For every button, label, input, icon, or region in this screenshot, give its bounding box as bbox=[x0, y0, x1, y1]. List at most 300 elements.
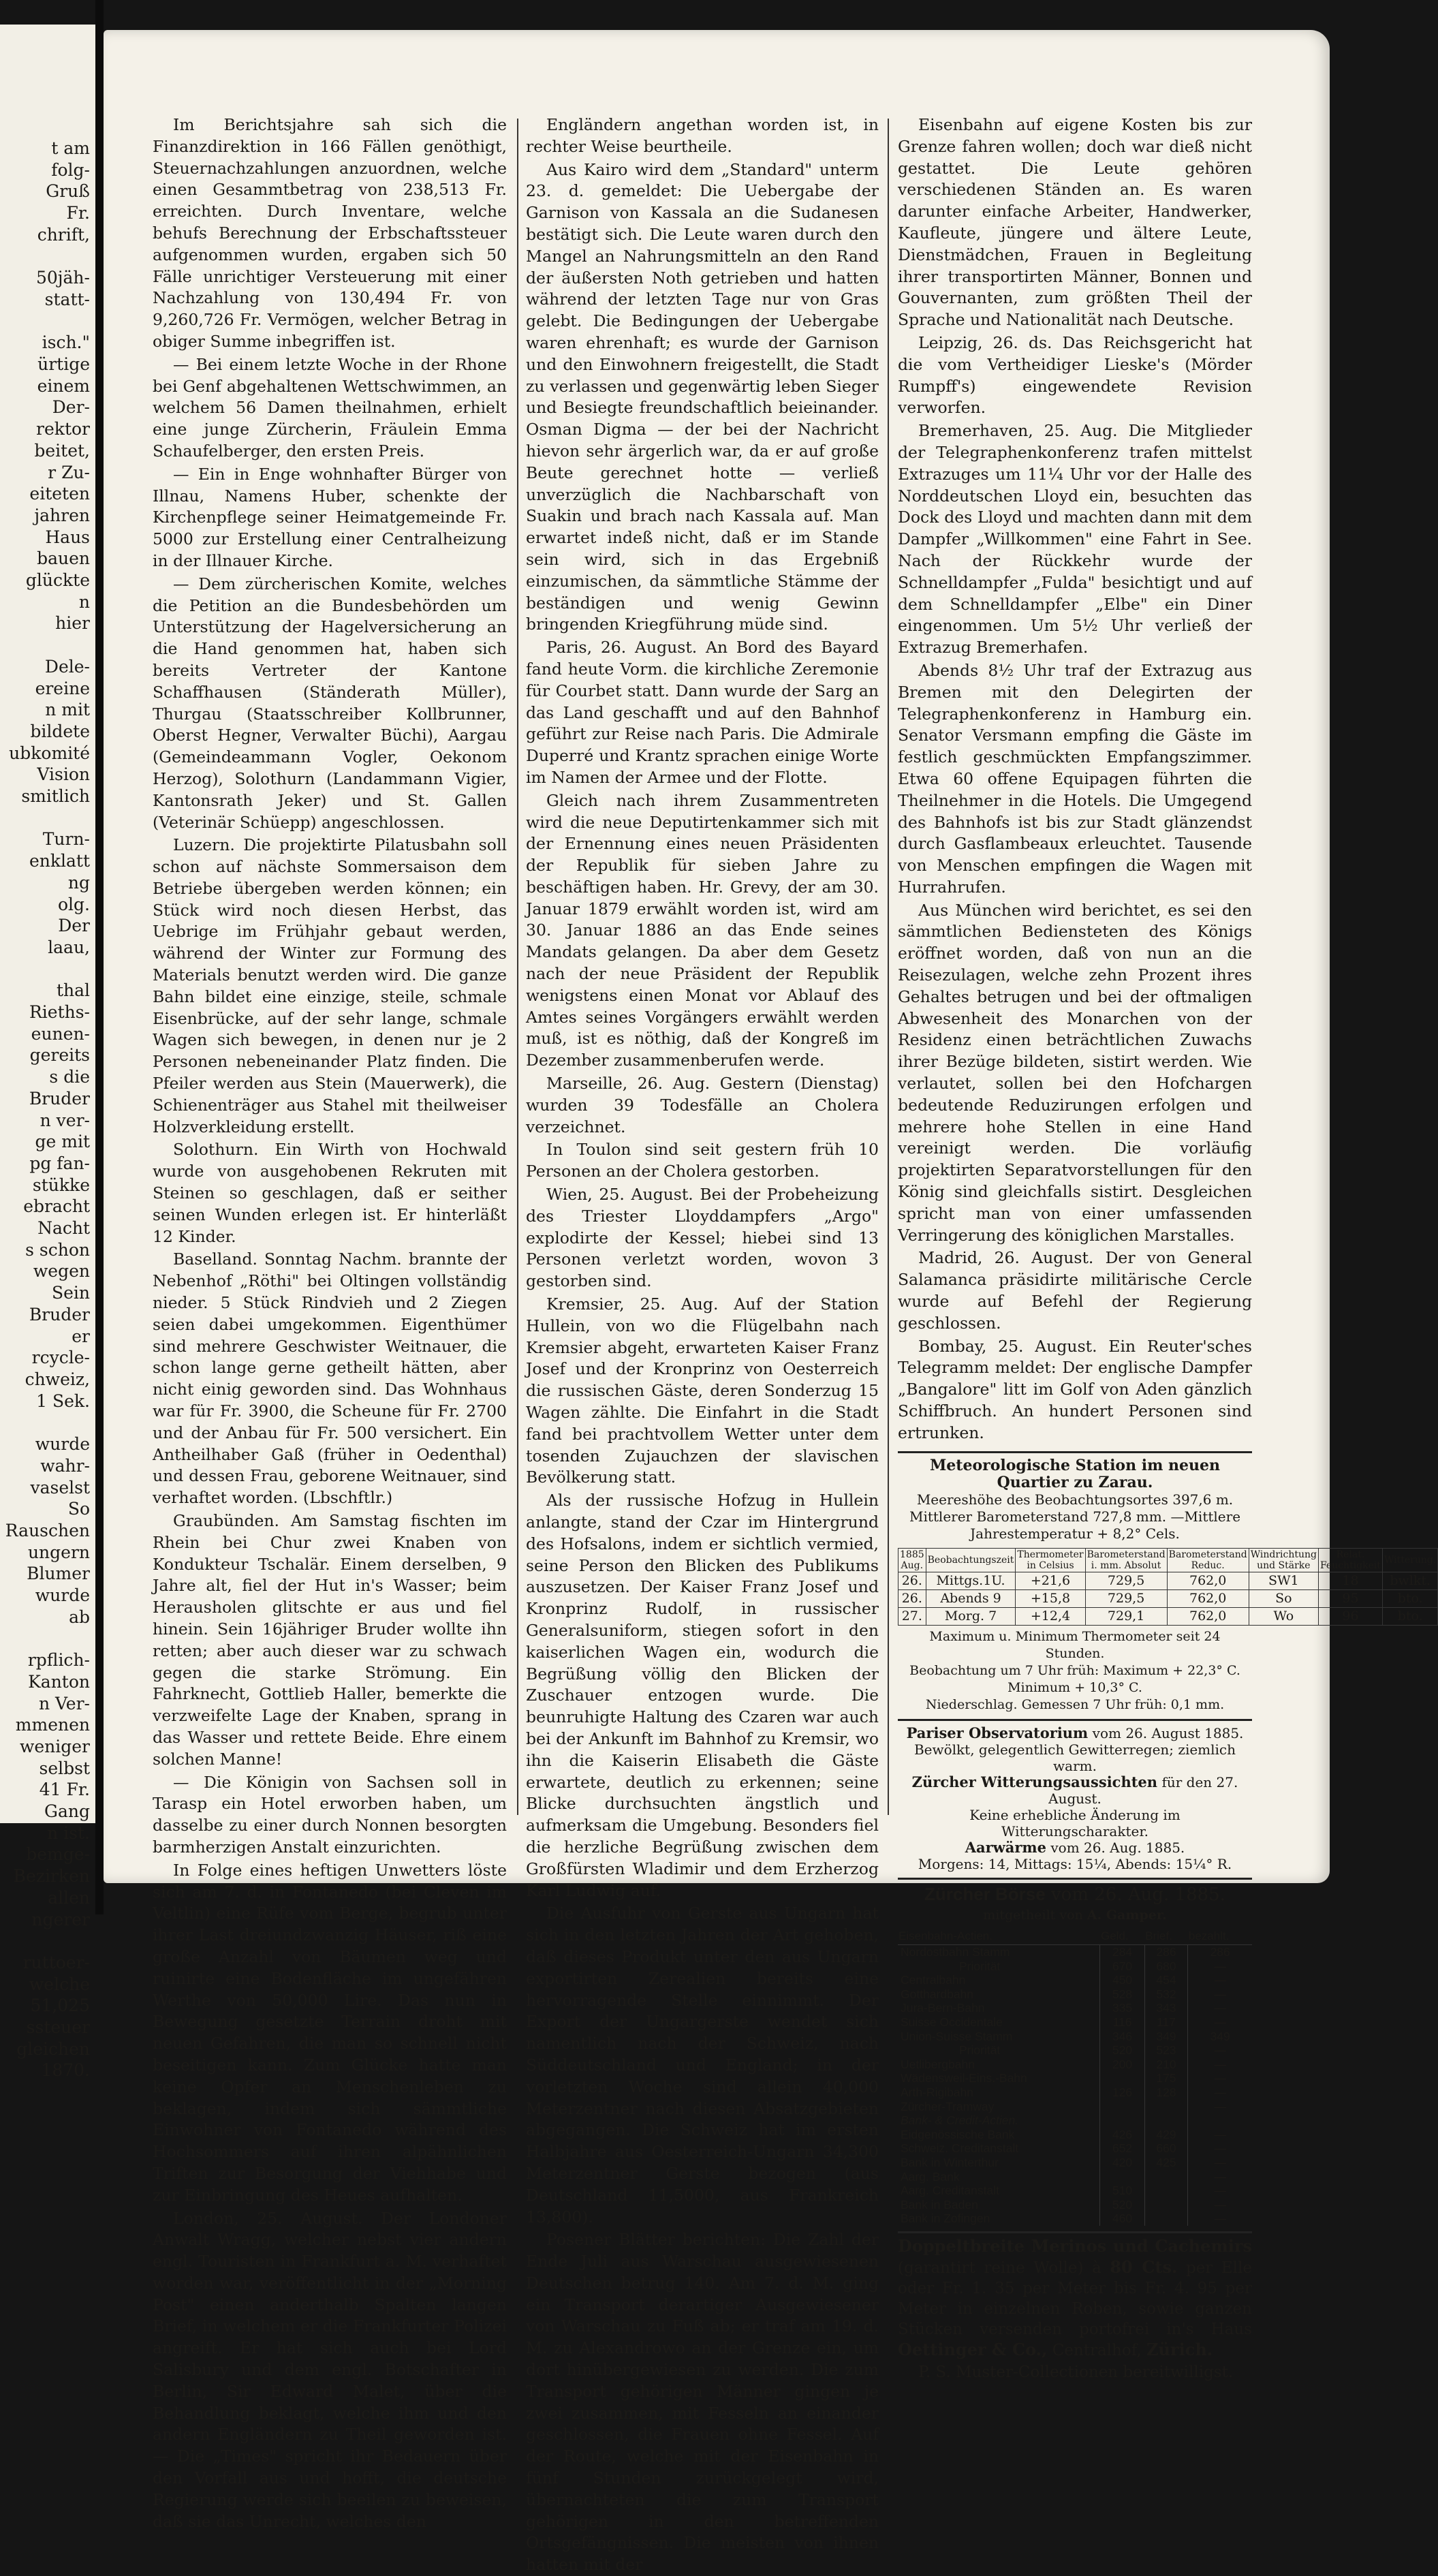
article-paragraph: — Ein in Enge wohnhafter Bürger von Illnau, Namens Huber, schenkte der Kirchenpflege seiner Heimatgemeinde Fr. 5000 zur Erstellung einer Centralheizung in der Illnauer Kirche. bbox=[153, 464, 507, 570]
previous-page-line: gereits bbox=[29, 1045, 90, 1066]
ad-headline: Doppeltbreite Merinos und Cachemirs bbox=[898, 2235, 1252, 2256]
zurich-forecast-text: Keine erhebliche Änderung im Witterungscharakter. bbox=[969, 1806, 1181, 1840]
stock-name: Bank in Zofingen bbox=[901, 2212, 990, 2226]
previous-page-line: rektor bbox=[36, 419, 90, 439]
previous-page-line: wegen bbox=[33, 1261, 90, 1282]
ad-text-2: per Elle oder Fr. 1. 35 per Meter bis Fr. 4. 95 per Meter in einzelnen Roben, sowie ganzen Stücken versenden portofrei in's Haus bbox=[898, 2259, 1252, 2338]
article-paragraph: In Folge eines heftigen Unwetters löste sich am 7. d. in Fontanedo (bei Cleven im Veltlin) eine Rüfe vom Berge, begrub unter ihrer Last dreiundzwanzig Häuser, riß eine große Anzahl von Bäumen weg und ruinirte eine Bodenfläche im ungefähren Werthe von 50,000 Lire. Das nun in Bewegung gesetzte Terrain droht mit neuen Gefahren, die man so schnell nicht beseitigen kann. Zum Glücke hatte man keine Opfer an Menschenleben zu beklagen, indem sich sämmtliche Einwohner von Fontanedo während des Hochsommers auf ihren alpähnlichen Triften zur Besorgung der Viehhabe und zur Einbringung des Heues aufhalten. bbox=[153, 1860, 507, 2205]
observatory-forecasts bbox=[898, 1719, 1252, 1872]
stock-row bbox=[898, 2001, 1252, 2015]
weather-column-header: Thermometer in Celsius bbox=[1016, 1548, 1085, 1572]
stock-name: Aarg. Bank bbox=[901, 2169, 960, 2184]
weather-column-header: Barometerstand Reduc. bbox=[1167, 1548, 1249, 1572]
stock-name: Priorität bbox=[959, 1959, 1001, 1973]
weather-cell: 729,5 bbox=[1085, 1589, 1167, 1607]
previous-page-line: 1 Sek. bbox=[36, 1391, 90, 1411]
stock-row bbox=[898, 1945, 1252, 1959]
stock-value: 520 bbox=[1100, 2043, 1144, 2058]
previous-page-line: 1870. bbox=[41, 2060, 90, 2081]
stock-value: 652 bbox=[1100, 2141, 1144, 2156]
previous-page-line: vaselst bbox=[30, 1477, 90, 1498]
previous-page-line: er bbox=[72, 1326, 90, 1346]
previous-page-line bbox=[0, 1930, 90, 1952]
article-paragraph: Baselland. Sonntag Nachm. brannte der Nebenhof „Röthi" bei Oltingen vollständig nieder. 5 Stück Rindvieh und 2 Ziegen seien dabei umgekommen. Eigenthümer sind mehrere Geschwister Weitnauer, die schon lange gerne getheilt hätten, aber nicht einig geworden sind. Das Wohnhaus war für Fr. 3900, die Scheune für Fr. 2700 und der Anbau für Fr. 500 versichert. Ein Antheilhaber Gaß (früher in Oedenthal) und dessen Frau, geborene Weitnauer, sind verhaftet worden. (Lbschftlr.) bbox=[153, 1250, 507, 1508]
weather-cell: 26. bbox=[898, 1589, 926, 1607]
previous-page-line: bemge- bbox=[26, 1844, 90, 1865]
article-paragraph: — Dem zürcherischen Komite, welches die Petition an die Bundesbehörden um Unterstützung der Hagelversicherung an die Hand genommen hat, haben sich bereits Vertreter der Kantone Schaffhausen (Ständerath Müller), Thurgau (Staatsschreiber Kollbrunner, Oberst Hegner, Verwalter Büchi), Aargau (Gemeindeammann Vogler, Oekonom Herzog), Solothurn (Landammann Vigier, Kantonsrath Jeker) und St. Gallen (Veterinär Schüepp) angeschlossen. bbox=[153, 574, 507, 832]
weather-cell: +15,8 bbox=[1016, 1589, 1085, 1607]
ad-price: 80 Cts. bbox=[1110, 2256, 1178, 2277]
previous-page-line: bauen bbox=[37, 548, 90, 569]
ad-firm: Oettinger & Co., bbox=[898, 2339, 1048, 2359]
ad-postscript: P. S. Muster-Collectionen bereitwilligst. bbox=[918, 2363, 1234, 2381]
stock-value: 286 bbox=[1144, 1945, 1188, 1959]
stock-name: Bank in Baden bbox=[901, 2197, 978, 2212]
previous-page-line: beitet, bbox=[34, 440, 90, 461]
newspaper-page bbox=[104, 30, 1437, 2575]
previous-page-line: hier bbox=[55, 613, 90, 634]
previous-page-line: welche bbox=[29, 1974, 90, 1994]
article-paragraph: Engländern angethan worden ist, in rechter Weise beurtheile. bbox=[526, 115, 879, 156]
article-paragraph: Bremerhaven, 25. Aug. Die Mitglieder der Telegraphenkonferenz trafen mittelst Extrazuges um 11¼ Uhr vor der Halle des Norddeutschen Lloyd ein, besuchten das Dock des Lloyd und machten dann mit dem Dampfer „Willkommen" eine Fahrt in See. Nach der Rückkehr wurde der Schnelldampfer „Fulda" besichtigt und auf dem Schnelldampfer „Elbe" ein Diner eingenommen. Um 5½ Uhr verließ der Extrazug Bremerhafen. bbox=[898, 421, 1252, 657]
previous-page-line: 41 Fr. bbox=[39, 1780, 90, 1800]
stock-value: 128 bbox=[1144, 2085, 1188, 2100]
previous-page-line: ürtige bbox=[37, 354, 90, 374]
stock-value: 670 bbox=[1100, 1959, 1144, 1974]
paris-observatory-title: Pariser Observatorium bbox=[906, 1724, 1089, 1741]
previous-page-line: t am bbox=[51, 138, 90, 158]
previous-page-line: rcycle- bbox=[31, 1348, 90, 1368]
stock-row bbox=[898, 2141, 1252, 2156]
stock-value: — bbox=[1188, 2071, 1252, 2085]
previous-page-line: ab bbox=[69, 1607, 90, 1627]
weather-note-1: Maximum u. Minimum Thermometer seit 24 Stunden. bbox=[929, 1628, 1221, 1661]
stock-name: Gotthardbahn bbox=[901, 1987, 974, 2001]
stock-value bbox=[1144, 2100, 1188, 2114]
weather-cell: Mittgs.1U. bbox=[926, 1572, 1016, 1589]
stock-empty-cell bbox=[1144, 2113, 1188, 2128]
stock-row bbox=[898, 1987, 1252, 2002]
article-paragraph: Paris, 26. August. An Bord des Bayard fand heute Vorm. die kirchliche Zeremonie für Courbet statt. Dann wurde der Sarg an das Land geschafft und auf den Bahnhof geführt zur Reise nach Paris. Die Admirale Duperré und Krantz sprachen einige Worte im Namen der Armee und der Flotte. bbox=[526, 638, 879, 787]
stock-row bbox=[898, 2100, 1252, 2114]
previous-page-line: Dele- bbox=[44, 656, 90, 677]
previous-page-line: Blumer bbox=[27, 1564, 90, 1584]
weather-cell: 26. bbox=[898, 1572, 926, 1589]
zurich-forecast-date: für den 27. August. bbox=[1048, 1773, 1238, 1807]
weather-note-3: Minimum + 10,3° C. bbox=[1007, 1679, 1142, 1695]
stock-value: 420 bbox=[1100, 2156, 1144, 2170]
stock-byline-prefix: mitgetheilt von bbox=[983, 1907, 1083, 1923]
aare-temperature-title: Aarwärme bbox=[965, 1838, 1046, 1856]
previous-page-line: stükke bbox=[32, 1175, 90, 1195]
previous-page-line: n ver- bbox=[40, 1110, 90, 1130]
previous-page-line bbox=[0, 807, 90, 829]
weather-cell: 729,1 bbox=[1085, 1607, 1167, 1625]
weather-cell: Morg. 7 bbox=[926, 1607, 1016, 1625]
stock-column-header: Brief. bbox=[1144, 1929, 1188, 1944]
stock-value: — bbox=[1188, 2085, 1252, 2100]
previous-page-line: ebracht bbox=[23, 1196, 90, 1217]
weather-note-2: Beobachtung um 7 Uhr früh: Maximum + 22,3° C. bbox=[909, 1662, 1240, 1678]
stock-byline-name: A. Gamper. bbox=[1087, 1907, 1167, 1923]
stock-row bbox=[898, 2184, 1252, 2198]
weather-cell: 18 bbox=[1318, 1572, 1382, 1589]
previous-page-line: weniger bbox=[19, 1736, 90, 1756]
weather-cell: +12,4 bbox=[1016, 1607, 1085, 1625]
stock-value: 175 bbox=[1144, 2071, 1188, 2085]
stock-value bbox=[1144, 2198, 1188, 2212]
article-paragraph: Madrid, 26. August. Der von General Salamanca präsidirte militärische Cercle wurde auf Befehl der Regierung geschlossen. bbox=[898, 1248, 1252, 1333]
previous-page-line: Turn- bbox=[42, 829, 90, 850]
previous-page-edge bbox=[0, 25, 95, 2081]
previous-page-line: gleichen bbox=[16, 2038, 90, 2059]
stock-column-header: Geld. bbox=[1100, 1929, 1144, 1944]
weather-cell: 96 bbox=[1318, 1607, 1382, 1625]
stock-value: 349 bbox=[1144, 2030, 1188, 2044]
stock-value: — bbox=[1188, 2043, 1252, 2058]
previous-page-line: statt- bbox=[44, 289, 90, 309]
previous-page-line: r Zu- bbox=[48, 462, 90, 482]
previous-page-line: ubkomité bbox=[9, 743, 90, 763]
stock-value bbox=[1100, 2071, 1144, 2085]
previous-page-line: glückte bbox=[25, 570, 90, 591]
previous-page-line: enklatt bbox=[29, 851, 90, 871]
previous-page-line: isch." bbox=[42, 332, 90, 353]
column-2 bbox=[526, 114, 879, 2576]
previous-page-line: n ist. bbox=[47, 1822, 90, 1843]
stock-row bbox=[898, 2198, 1252, 2212]
previous-page-line: Nacht bbox=[37, 1218, 90, 1239]
previous-page-line: olg. bbox=[58, 894, 90, 914]
article-paragraph: Als der russische Hofzug in Hullein anlangte, stand der Czar im Hintergrund des Hofsalons, indem er sichtlich vermied, seine Person den Blicken des Publikums auszusetzen. Der Kaiser Franz Josef und Kronprinz Rudolf, in russischer Generalsuniform, stiegen sofort in den kaiserlichen Wagen ein, wodurch die Begrüßung völlig den Blicken der Zuschauer entzogen wurde. Die beunruhigte Haltung des Czaren war auch bei der Ankunft im Bahnhof zu Kremsir, wo ihn die Kaiserin Elisabeth die Gäste erwartete, deutlich zu erkennen; seine Blicke durchsuchten ängstlich und aufmerksam die Umgebung. Besonders fiel die herzliche Begrüßung zwischen dem Großfürsten Wladimir und dem Erzherzog Karl Ludwig auf. bbox=[526, 1491, 879, 1900]
previous-page-line: laau, bbox=[48, 937, 90, 957]
stock-value: 210 bbox=[1144, 2058, 1188, 2072]
stock-name: Priorität bbox=[959, 2043, 1001, 2058]
article-paragraph: — Die Königin von Sachsen soll in Tarasp ein Hotel erworben haben, um dasselbe zu einer durch Nonnen besorgten barmherzigen Anstalt einzurichten. bbox=[153, 1772, 507, 1857]
column-rule-2 bbox=[888, 119, 889, 1815]
stock-value bbox=[1100, 2100, 1144, 2114]
previous-page-line: Sein bbox=[51, 1283, 90, 1303]
stock-value bbox=[1144, 2184, 1188, 2198]
previous-page-line: Rieths- bbox=[29, 1002, 90, 1023]
stock-value bbox=[1144, 2170, 1188, 2184]
weather-mean-temp: Jahrestemperatur + 8,2° Cels. bbox=[970, 1525, 1180, 1542]
aare-temperature-text: Morgens: 14, Mittags: 15¼, Abends: 15¼° R. bbox=[918, 1855, 1232, 1872]
previous-page-line: rpflich- bbox=[27, 1650, 90, 1671]
weather-column-header: 1885 Aug. bbox=[898, 1548, 926, 1572]
article-paragraph: Wien, 25. August. Bei der Probeheizung des Triester Lloyddampfers „Argo" explodirte der Kessel; hiebei sind 13 Personen verletzt worden, wovon 3 gestorben sind. bbox=[526, 1185, 879, 1291]
stock-value: — bbox=[1188, 1973, 1252, 1987]
article-paragraph: Die Ausfuhr von Gerste aus Ungarn hat sich in den letzten Jahren der Art gehoben, daß dieses Produkt unter den aus Ungarn exportirten Zerealien bereits eine hervorragende Stelle einnimmt. Der Export der Ungargerste wendet sich namentlich nach der Schweiz, nach Süddeutschland und England; in der vorletzten Woche sind allein 40,000 Meterzentner nach diesen Absatzgebieten abgegangen. Die Schweiz hat im ersten Halbjahre aus Oesterreich-Ungarn 34,300 Meterzentner Gerste bezogen (aus Deutschland 11,5000, aus Frankreich 13,800). bbox=[526, 1904, 879, 2226]
weather-cell: Abends 9 bbox=[926, 1589, 1016, 1607]
stock-value: — bbox=[1188, 2128, 1252, 2142]
article-paragraph: Solothurn. Ein Wirth von Hochwald wurde von ausgehobenen Rekruten mit Steinen so geschlagen, daß er seither seinen Wunden erlegen ist. Er hinterläßt 12 Kinder. bbox=[153, 1140, 507, 1246]
previous-page-line: wurde bbox=[35, 1434, 90, 1455]
stock-name: Zürcher-Tramway bbox=[901, 2099, 995, 2113]
previous-page-line: 50jäh- bbox=[35, 268, 90, 288]
previous-page-line: bildete bbox=[30, 721, 90, 741]
weather-column-header: Barometerstand i. mm. Absolut bbox=[1085, 1548, 1167, 1572]
stock-value: 660 bbox=[1144, 2141, 1188, 2156]
article-paragraph: Posener Blätter berichten: Die Zahl der Ende Juli aus Warschau ausgewiesenen Deutschen betrug 140. Am 7. d. M. ging ein Transport derartiger Ausgewiesener von Warschau zu Fuß ab; er traf am 19. d. M. zu Alexandrowo an der Grenze ein, um dort hinübergewiesen zu werden. Die zum Transport gehörigen Männer gingen je zwei zusammen, mit Fesseln an einander geschlossen, die Frauen ohne Fessel. Auf der Route, welche mit der Eisenbahn in fünf Stunden zurückgelegt wird, übernachteten die zum Transport gehörigen in den betreffenden Ortsgefängnissen. Die meisten von ihnen hatten mit der bbox=[526, 2230, 879, 2575]
stock-value: 510 bbox=[1100, 2184, 1144, 2198]
stock-row bbox=[898, 2071, 1252, 2085]
column-rule-1 bbox=[517, 119, 518, 1815]
paris-observatory-date: vom 26. August 1885. bbox=[1092, 1724, 1244, 1741]
stock-value: — bbox=[1188, 2015, 1252, 2030]
ad-city: Zürich. bbox=[1146, 2339, 1213, 2359]
weather-cell: bto. bbox=[1383, 1607, 1438, 1625]
stock-value: 450 bbox=[1100, 1973, 1144, 1987]
article-paragraph: Gleich nach ihrem Zusammentreten wird die neue Deputirtenkammer sich mit der Ernennung eines neuen Präsidenten der Republik für sieben Jahre zu beschäftigen haben. Hr. Grevy, der am 30. Januar 1879 erwählt worden ist, wird am 30. Januar 1886 an das Ende seines Mandats gelangen. Da aber dem Gesetz nach der neue Präsident der Republik wenigstens einen Monat vor Ablauf des Amtes seines Vorgängers erwählt werden muß, ist es nöthig, daß der Kongreß im Dezember zusammenberufen werde. bbox=[526, 790, 879, 1070]
stock-value: — bbox=[1188, 2001, 1252, 2015]
stock-value: 532 bbox=[1144, 1987, 1188, 2002]
weather-column-header: Beobachtungszeit bbox=[926, 1548, 1016, 1572]
stock-name: Eidgenössische Bank bbox=[901, 2127, 1015, 2141]
previous-page-line: n Ver- bbox=[39, 1693, 90, 1713]
stock-value: — bbox=[1188, 2212, 1252, 2226]
previous-page-line: Haus bbox=[45, 527, 90, 547]
stock-value bbox=[1144, 2212, 1188, 2226]
stock-row bbox=[898, 2085, 1252, 2100]
previous-page-line: Fr. bbox=[66, 203, 90, 223]
stock-value: — bbox=[1188, 2141, 1252, 2156]
weather-row bbox=[898, 1589, 1438, 1607]
previous-page-line: einem bbox=[37, 375, 90, 396]
stock-value: 286 bbox=[1188, 1945, 1252, 1959]
article-paragraph: In Toulon sind seit gestern früh 10 Personen an der Cholera gestorben. bbox=[526, 1140, 879, 1181]
weather-altitude: Meereshöhe des Beobachtungsortes 397,6 m. bbox=[916, 1491, 1234, 1508]
previous-page-line: thal bbox=[56, 980, 90, 1001]
column-3 bbox=[898, 114, 1437, 2383]
stock-value: — bbox=[1188, 2198, 1252, 2212]
stock-group-label: Bank- & Credit-Actien. bbox=[901, 2113, 1019, 2128]
previous-page-line: ngerer bbox=[31, 1909, 90, 1929]
stock-column-header: Eisenbahn-Actien. bbox=[898, 1929, 1100, 1944]
previous-page-line: Der- bbox=[52, 397, 90, 418]
stock-row bbox=[898, 2128, 1252, 2142]
stock-value: — bbox=[1188, 2156, 1252, 2170]
previous-page-line: eunen- bbox=[31, 1023, 90, 1044]
previous-page-line: So bbox=[67, 1499, 90, 1519]
article-paragraph: Kremsier, 25. Aug. Auf der Station Hullein, von wo die Flügelbahn nach Kremsier abgeht, erwarteten Kaiser Franz Josef und der Kronprinz von Oesterreich die russischen Gäste, deren Sonderzug 15 Wagen zählte. Die Einfahrt in die Stadt fand bei prachtvollem Wetter unter dem tosenden Zujauchzen der slavischen Bevölkerung statt. bbox=[526, 1294, 879, 1487]
previous-page-line: pg fan- bbox=[29, 1153, 90, 1173]
weather-mean-pressure: Mittlerer Barometerstand 727,8 mm. —Mittlere bbox=[909, 1508, 1241, 1525]
previous-page-line: folg- bbox=[51, 159, 90, 180]
stock-value: 343 bbox=[1144, 2001, 1188, 2015]
article-paragraph: Graubünden. Am Samstag fischten im Rhein bei Chur zwei Knaben von Kondukteur Tschalär. Einem derselben, 9 Jahre alt, fiel der Hut in's Wasser; beim Herausholen glitschte er aus und fiel hinein. Sein 16jähriger Bruder wollte ihn retten; aber auch dieser war zu schwach gegen die starke Strömung. Ein Fahrknecht, Gottlieb Haller, bemerkte die verzweifelte Lage der Knaben, sprang in das Wasser und rettete Beide. Ehre einem solchen Manne! bbox=[153, 1511, 507, 1769]
stock-name: Suisse Occidentale bbox=[901, 2015, 1003, 2029]
previous-page-line: chrift, bbox=[37, 224, 90, 245]
article-paragraph: — Bei einem letzte Woche in der Rhone bei Genf abgehaltenen Wettschwimmen, an welchem 56 Damen theilnahmen, erhielt eine junge Zürcherin, Fräulein Emma Schaufelberger, den ersten Preis. bbox=[153, 354, 507, 461]
paris-observatory-text: Bewölkt, gelegentlich Gewitterregen; ziemlich warm. bbox=[913, 1741, 1236, 1774]
stock-name: Bank in Winterthur bbox=[901, 2155, 999, 2169]
ad-text-1: (garantirt reine Wolle) à bbox=[898, 2259, 1110, 2277]
merinos-advertisement bbox=[898, 2231, 1252, 2383]
previous-page-line: allen bbox=[48, 1887, 90, 1908]
weather-column-header: Witterung. bbox=[1383, 1548, 1438, 1572]
stock-row bbox=[898, 2212, 1252, 2226]
article-paragraph: Bombay, 25. August. Ein Reuter'sches Telegramm meldet: Der englische Dampfer „Bangalore" litt im Golf von Aden gänzlich Schiffbruch. An hundert Personen sind ertrunken. bbox=[898, 1336, 1252, 1442]
ad-text-3: Centralhof, bbox=[1047, 2341, 1147, 2359]
previous-page-line: n mit bbox=[45, 700, 90, 720]
stock-name: Union-Suisse Stamm bbox=[901, 2029, 1013, 2043]
previous-page-line bbox=[0, 1628, 90, 1649]
previous-page-line: ssteuer bbox=[26, 2017, 90, 2038]
weather-cell: 762,0 bbox=[1167, 1589, 1249, 1607]
previous-page-line: jahren bbox=[34, 505, 90, 525]
previous-page-line: Gruß bbox=[46, 181, 90, 202]
stock-value: 116 bbox=[1100, 2015, 1144, 2030]
previous-page-line bbox=[0, 634, 90, 656]
stock-value: 284 bbox=[1100, 1945, 1144, 1959]
stock-value: 346 bbox=[1100, 2030, 1144, 2044]
previous-page-line: selbst bbox=[39, 1758, 90, 1778]
stock-empty-cell bbox=[1188, 2113, 1252, 2128]
stock-value: — bbox=[1188, 1959, 1252, 1974]
weather-column-header: Relat. Feuchtigkeit bbox=[1318, 1548, 1382, 1572]
stock-value: 460 bbox=[1100, 2212, 1144, 2226]
weather-cell: 762,0 bbox=[1167, 1572, 1249, 1589]
stock-row bbox=[898, 2043, 1252, 2058]
stock-value: 523 bbox=[1144, 2043, 1188, 2058]
stock-value: 429 bbox=[1144, 2128, 1188, 2142]
previous-page-line: ruttoer- bbox=[22, 1952, 90, 1972]
stock-value: — bbox=[1188, 2170, 1252, 2184]
stock-group-row bbox=[898, 2113, 1252, 2128]
previous-page-line: chweiz, bbox=[25, 1369, 90, 1389]
stock-exchange-report bbox=[898, 1878, 1252, 2226]
weather-row bbox=[898, 1607, 1438, 1625]
stock-value: — bbox=[1188, 2058, 1252, 2072]
article-paragraph: Im Berichtsjahre sah sich die Finanzdirektion in 166 Fällen genöthigt, Steuernachzahlungen anzuordnen, welche einen Gesammtbetrag von 238,513 Fr. erreichten. Durch Inventare, welche behufs Berechnung der Erbschaftssteuer aufgenommen wurden, ergaben sich 50 Fälle unrichtiger Versteuerung mit einer Nachzahlung von 130,494 Fr. von 9,260,726 Fr. Vermögen, welcher Betrag in obiger Summe inbegriffen ist. bbox=[153, 115, 507, 351]
stock-value: 680 bbox=[1144, 1959, 1188, 1974]
previous-page-line: ungern bbox=[27, 1542, 90, 1562]
stock-row bbox=[898, 2015, 1252, 2030]
zurich-forecast-title: Zürcher Witterungsaussichten bbox=[911, 1773, 1158, 1790]
stock-name: Wädensweil-Eins.-Bahn bbox=[901, 2071, 1027, 2085]
article-paragraph: London, 25. August. Der Londoner Anwalt Wragg, welcher nebst vier andern engl. Touristen in Frankfurt a. M. verhaftet worden war, veröffentlicht in der „Morning Post" einen anderthalb Spalten langen Brief, in welchem er die Frankfurter Polizei angreift. Er hat sich auch bei Lord Salisbury und dem engl. Botschafter in Berlin, Sir Edward Malet, über die Behandlung beklagt, welche ihm und den andern Engländern zu Theil geworden ist. — Die „Times" spricht ihr Bedauern über den Vorfall aus und hofft, die deutsche Regierung werde sich beeilen zu beweisen, daß sie das Unrecht, welches den bbox=[153, 2208, 507, 2531]
stock-name: Schweiz. Creditanstalt bbox=[901, 2141, 1019, 2156]
weather-cell: +21,6 bbox=[1016, 1572, 1085, 1589]
stock-value: 454 bbox=[1144, 1973, 1188, 1987]
aare-temperature-date: vom 26. Aug. 1885. bbox=[1050, 1839, 1185, 1856]
weather-note-4: Niederschlag. Gemessen 7 Uhr früh: 0,1 mm. bbox=[925, 1696, 1225, 1712]
stock-name: Centralbahn bbox=[901, 1973, 966, 1987]
article-paragraph: Leipzig, 26. ds. Das Reichsgericht hat die vom Vertheidiger Lieske's (Mörder Rumpff's) eingewendete Revision verworfen. bbox=[898, 332, 1252, 418]
stock-name: Arth-Rigibahn bbox=[901, 2085, 973, 2099]
column-1 bbox=[153, 114, 507, 2532]
stock-row bbox=[898, 2030, 1252, 2044]
article-paragraph: Luzern. Die projektirte Pilatusbahn soll schon auf nächste Sommersaison dem Betriebe übergeben werden können; ein Stück wird noch diesen Herbst, das Uebrige im Frühjahr gebaut werden, während der Winter zur Formung des Materials benutzt werden wird. Die ganze Bahn bildet eine einzige, steile, schmale Eisenbrücke, auf der sehr lange, schmale Wagen sich bewegen, in denen nur je 2 Personen nebeneinander Platz finden. Die Pfeiler werden aus Stein (Mauerwerk), die Schienenträger aus Stahel mit theilweiser Holzverkleidung erstellt. bbox=[153, 835, 507, 1136]
stock-table bbox=[898, 1929, 1252, 2225]
previous-page-fragments bbox=[0, 25, 95, 2081]
weather-cell: bwlkt. bbox=[1383, 1572, 1438, 1589]
weather-row bbox=[898, 1572, 1438, 1589]
stock-value: 200 bbox=[1100, 2058, 1144, 2072]
weather-cell: SW1 bbox=[1249, 1572, 1318, 1589]
weather-cell: 729,5 bbox=[1085, 1572, 1167, 1589]
weather-station-report bbox=[898, 1451, 1437, 1713]
weather-cell: 95 bbox=[1318, 1589, 1382, 1607]
previous-page-line: eiteten bbox=[29, 484, 90, 504]
previous-page-line: s die bbox=[49, 1067, 90, 1087]
stock-row bbox=[898, 1959, 1252, 1974]
stock-value: 349 bbox=[1188, 2030, 1252, 2044]
weather-cell: So bbox=[1249, 1589, 1318, 1607]
previous-page-line: wurde bbox=[35, 1585, 90, 1606]
stock-value: 335 bbox=[1100, 2001, 1144, 2015]
weather-station-title: Meteorologische Station im neuen Quartier zu Zarau. bbox=[898, 1451, 1252, 1491]
weather-table bbox=[898, 1548, 1438, 1626]
previous-page-line: Bezirken bbox=[13, 1866, 90, 1887]
stock-value: — bbox=[1188, 1987, 1252, 2002]
previous-page-line: Vision bbox=[37, 764, 90, 785]
stock-row bbox=[898, 2170, 1252, 2184]
stock-name: Uetlibergbahn bbox=[901, 2057, 975, 2071]
previous-page-line: mmenen bbox=[15, 1715, 90, 1735]
stock-exchange-title: Zürcher Börse bbox=[924, 1883, 1046, 1904]
previous-page-line: ng bbox=[67, 872, 90, 893]
article-paragraph: Abends 8½ Uhr traf der Extrazug aus Bremen mit den Delegirten der Telegraphenkonferenz in Hamburg ein. Senator Versmann empfing die Gäste im festlich geschmückten Empfangszimmer. Etwa 60 offene Equipagen führten die Theilnehmer in die Hotels. Die Umgegend des Bahnhofs ist bis zur Stadt glänzendst durch Gasflambeaux erleuchtet. Tausende von Menschen empfingen die Wagen mit Hurrahrufen. bbox=[898, 660, 1252, 897]
stock-name: Jura-Bern-Bahn bbox=[901, 2001, 985, 2015]
stock-value: 520 bbox=[1100, 2198, 1144, 2212]
book-gutter bbox=[95, 0, 104, 1914]
stock-name: Nordostbahn Stamm bbox=[901, 1945, 1010, 1959]
previous-page-line: Bruder bbox=[29, 1088, 90, 1108]
stock-value: 426 bbox=[1100, 2128, 1144, 2142]
article-paragraph: Aus Kairo wird dem „Standard" unterm 23. d. gemeldet: Die Uebergabe der Garnison von Kassala an die Sudanesen bestätigt sich. Die Leute waren durch den Mangel an Nahrungsmitteln an den Rand der äußersten Noth getrieben und hatten während der letzten Tage nur von Gras gelebt. Die Bedingungen der Uebergabe waren ehrenhaft; es wurde der Garnison und den Einwohnern freigestellt, die Stadt zu verlassen und gegenwärtig leben Sieger und Besiegte freundschaftlich beieinander. Osman Digma — der bei der Nachricht hievon sehr ärgerlich war, da er auf große Beute gerechnet hotte — verließ unverzüglich die Nachbarschaft von Suakin und brach nach Kassala auf. Man erwartet indeß nicht, daß er im Stande sein wird, sich in das Ergebniß einzumischen, da sämmtliche Stämme der beständigen und wenig Gewinn bringenden Kriegführung müde sind. bbox=[526, 159, 879, 634]
stock-value: — bbox=[1188, 2184, 1252, 2198]
weather-column-header: Windrichtung und Stärke bbox=[1249, 1548, 1318, 1572]
stock-empty-cell bbox=[1100, 2113, 1144, 2128]
stock-row bbox=[898, 2156, 1252, 2170]
article-paragraph: Eisenbahn auf eigene Kosten bis zur Grenze fahren wollen; doch war dieß nicht gestattet. Die Leute gehören verschiedenen Ständen an. Es waren darunter einfache Arbeiter, Handwerker, Kaufleute, jüngere und ältere Leute, Dienstmädchen, Frauen in Begleitung ihrer transportirten Männer, Bonnen und Gouvernanten, zum größten Theil der Sprache und Nationalität nach Deutsche. bbox=[898, 115, 1252, 330]
previous-page-line: 51,025 bbox=[30, 1996, 90, 2016]
previous-page-line: ereine bbox=[35, 678, 90, 698]
stock-column-header: bezahlt. bbox=[1188, 1929, 1252, 1944]
weather-cell: 27. bbox=[898, 1607, 926, 1625]
previous-page-line: Rauschen bbox=[5, 1520, 90, 1540]
previous-page-line bbox=[0, 246, 90, 268]
stock-row bbox=[898, 1973, 1252, 1987]
previous-page-line: wahr- bbox=[40, 1455, 90, 1476]
previous-page-line: Kanton bbox=[28, 1671, 90, 1692]
previous-page-line bbox=[0, 1412, 90, 1433]
previous-page-line: Gang bbox=[44, 1801, 90, 1822]
weather-cell: bto. bbox=[1383, 1589, 1438, 1607]
article-paragraph: Aus München wird berichtet, es sei den sämmtlichen Bediensteten des Königs eröffnet worden, daß von nun an die Reisezulagen, welche zehn Prozent ihres Gehaltes betrugen und bei der oftmaligen Abwesenheit des Monarchen von der Residenz einen beträchtlichen Zuwachs ihrer Bezüge bildeten, sistirt werden. Wie verlautet, sollen bei den Hofchargen bedeutende Reduzirungen erfolgen und mehrere hohe Stellen in eine Hand vereinigt werden. Die vorläufig projektirten Separatvorstellungen für den König sind gleichfalls sistirt. Desgleichen spricht man von einer umfassenden Verringerung des königlichen Marstalles. bbox=[898, 900, 1252, 1245]
previous-page-line bbox=[0, 959, 90, 980]
previous-page-line: n bbox=[78, 591, 90, 612]
stock-exchange-date: vom 26. Aug. 1885. bbox=[1050, 1884, 1225, 1905]
stock-value: 528 bbox=[1100, 1987, 1144, 2002]
previous-page-line: smitlich bbox=[21, 786, 90, 807]
stock-value: 425 bbox=[1144, 2156, 1188, 2170]
previous-page-line bbox=[0, 311, 90, 332]
stock-value bbox=[1100, 2170, 1144, 2184]
stock-value: — bbox=[1188, 2100, 1252, 2114]
weather-cell: 762,0 bbox=[1167, 1607, 1249, 1625]
previous-page-line: ge mit bbox=[35, 1132, 90, 1152]
previous-page-line: Bruder bbox=[29, 1304, 90, 1324]
weather-cell: Wo bbox=[1249, 1607, 1318, 1625]
previous-page-line: s schon bbox=[25, 1239, 90, 1260]
stock-row bbox=[898, 2058, 1252, 2072]
previous-page-line: Der bbox=[58, 916, 90, 936]
stock-value: 117 bbox=[1144, 2015, 1188, 2030]
stock-name: Aarg. Creditanstalt bbox=[901, 2184, 999, 2198]
